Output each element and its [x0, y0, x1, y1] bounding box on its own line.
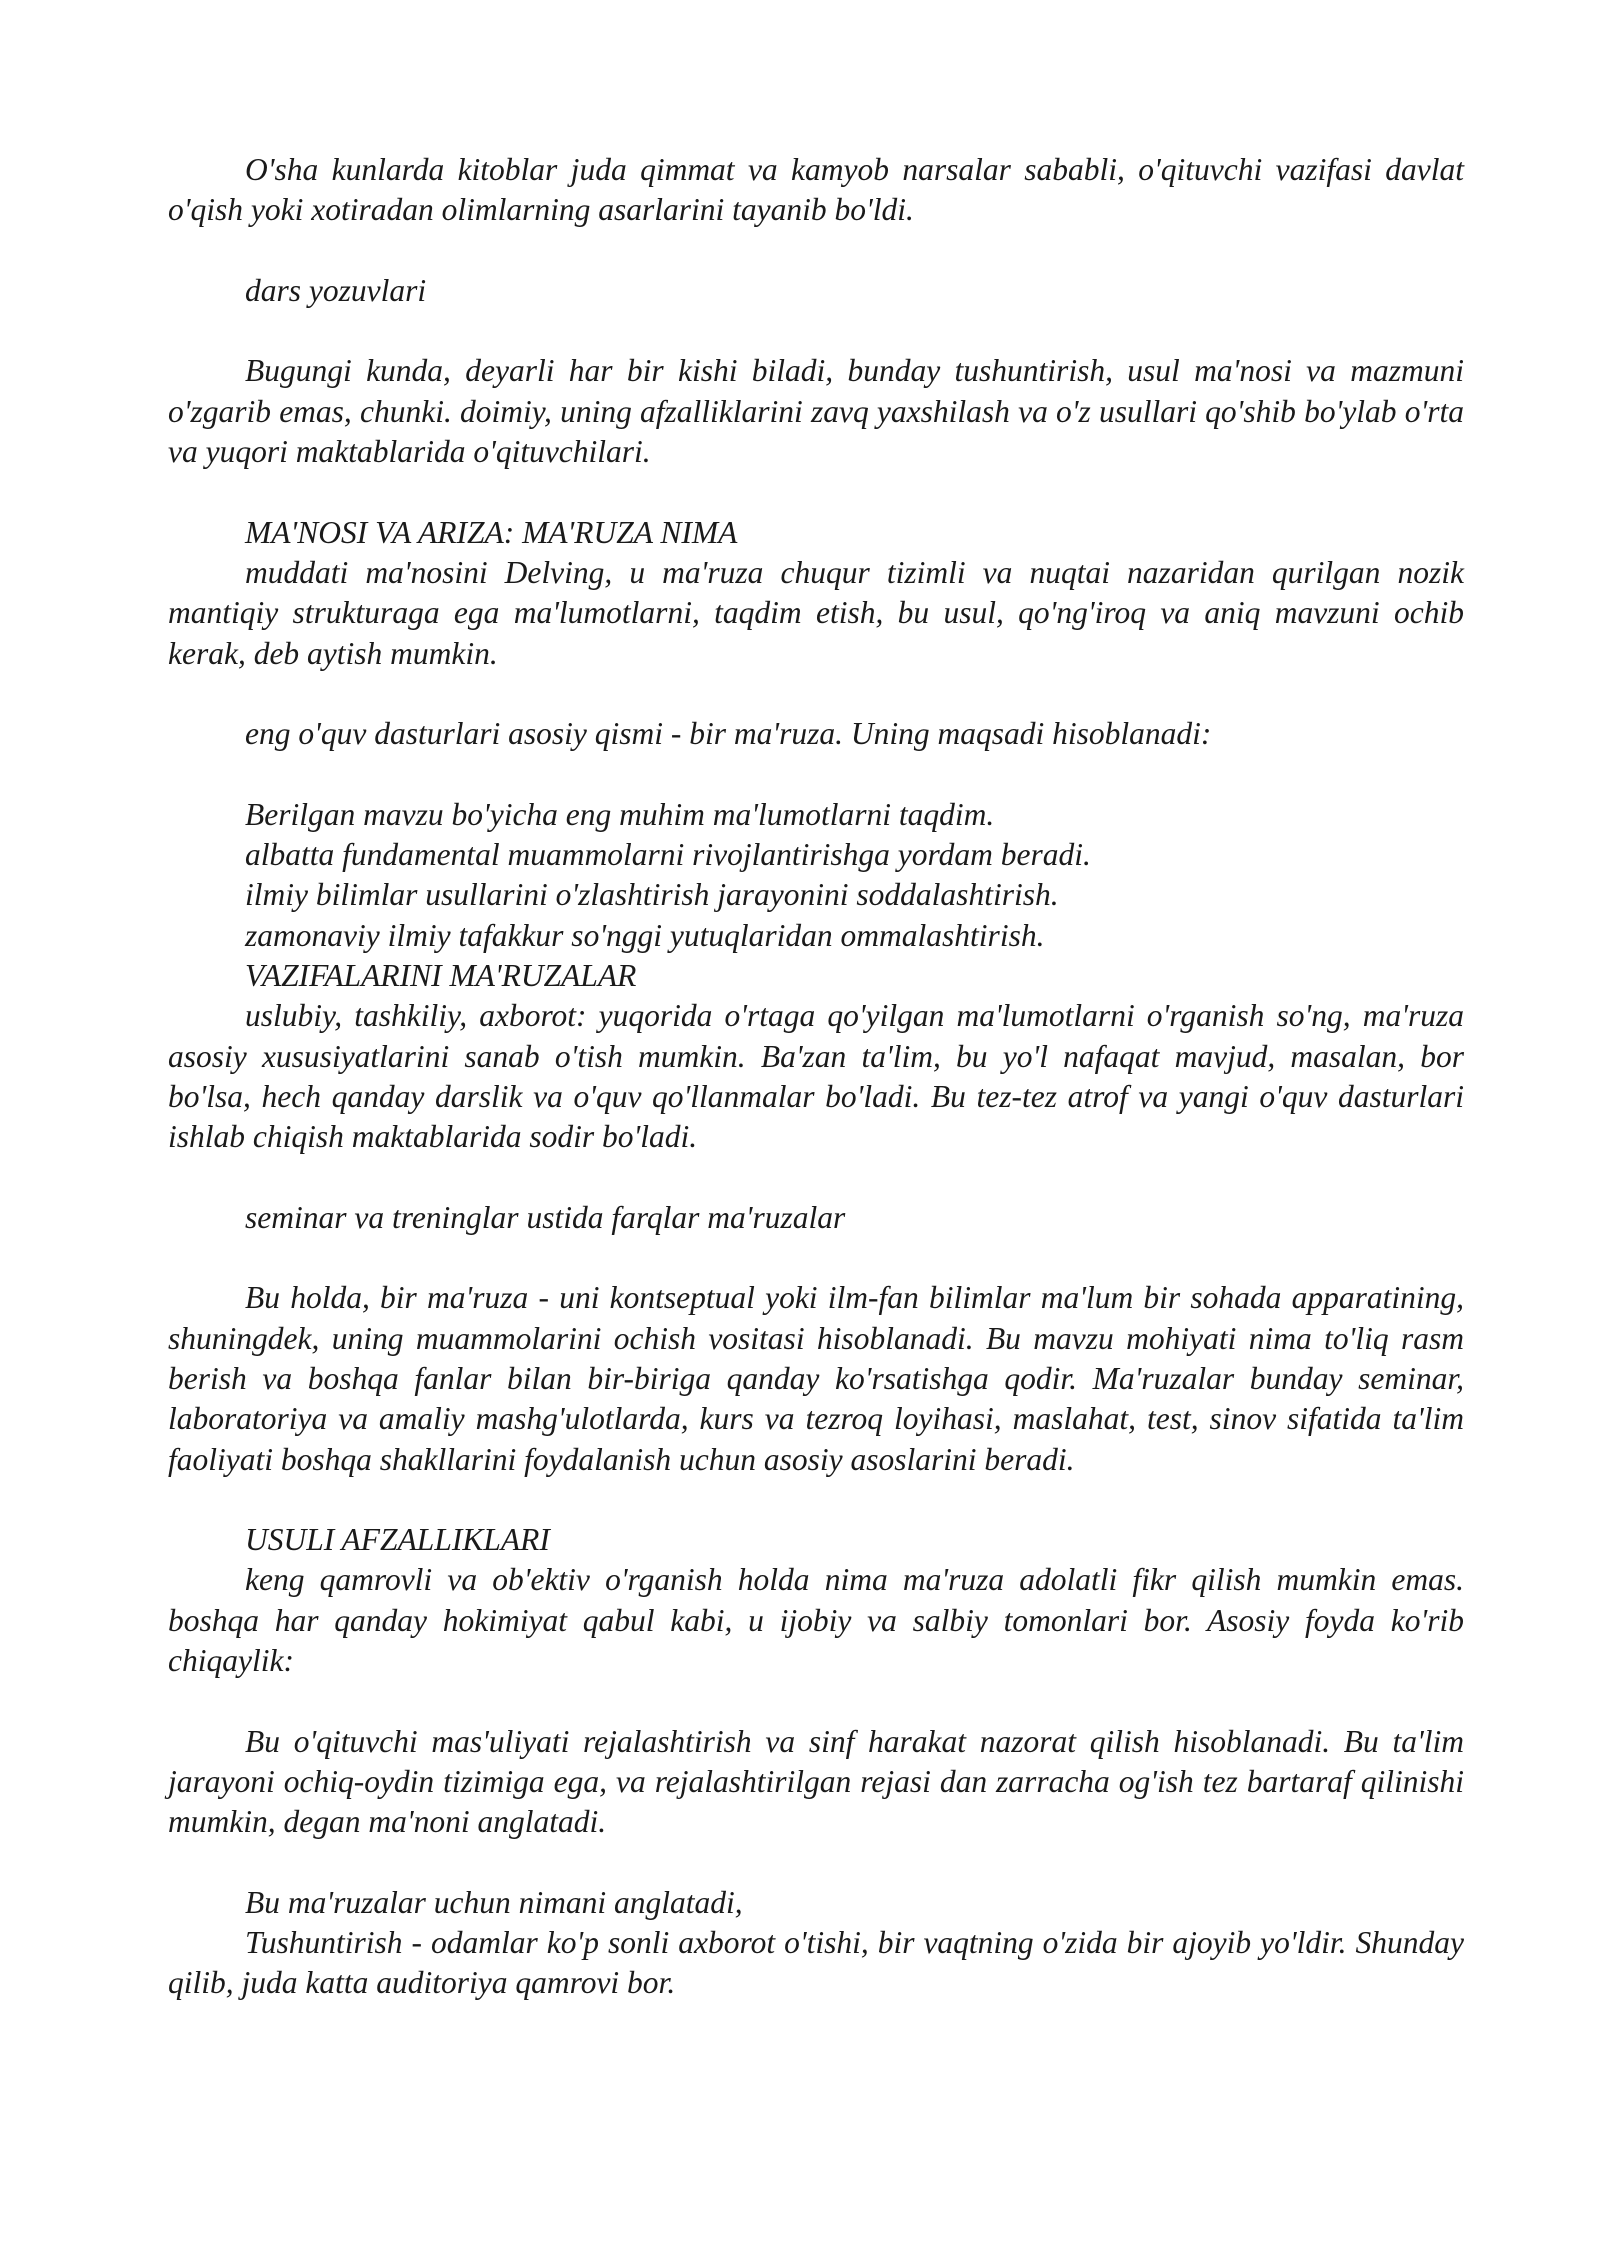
document-page	[168, 150, 1464, 2004]
list-item: ilmiy bilimlar usullarini o'zlashtirish jarayonini soddalashtirish.	[245, 877, 1059, 913]
body-paragraph: eng o'quv dasturlari asosiy qismi - bir ma'ruza. Uning maqsadi hisoblanadi:	[245, 716, 1212, 752]
body-paragraph: uslubiy, tashkiliy, axborot: yuqorida o'rtaga qo'yilgan ma'lumotlarni o'rganish so'ng, ma'ruza asosiy xususiyatlarini sanab o'tish mumkin. Ba'zan ta'lim, bu yo'l nafaqat mavjud, masalan, bor bo'lsa, hech qanday darslik va o'quv qo'llanmalar bo'ladi. Bu tez-tez atrof va yangi o'quv dasturlari ishlab chiqish maktablarida sodir bo'ladi.	[168, 998, 1464, 1155]
body-paragraph: Tushuntirish - odamlar ko'p sonli axborot o'tishi, bir vaqtning o'zida bir ajoyib yo'ldir. Shunday qilib, juda katta auditoriya qamrovi bor.	[168, 1925, 1464, 2001]
body-paragraph: Bu ma'ruzalar uchun nimani anglatadi,	[245, 1884, 743, 1920]
section-heading: USULI AFZALLIKLARI	[245, 1522, 550, 1558]
body-paragraph: seminar va treninglar ustida farqlar ma'ruzalar	[245, 1199, 846, 1235]
body-paragraph: keng qamrovli va ob'ektiv o'rganish holda nima ma'ruza adolatli fikr qilish mumkin emas. boshqa har qanday hokimiyat qabul kabi, u ijobiy va salbiy tomonlari bor. Asosiy foyda ko'rib chiqaylik:	[168, 1562, 1464, 1678]
list-item: albatta fundamental muammolarni rivojlantirishga yordam beradi.	[245, 837, 1091, 873]
list-item: zamonaviy ilmiy tafakkur so'nggi yutuqlaridan ommalashtirish.	[245, 917, 1045, 953]
body-paragraph: muddati ma'nosini Delving, u ma'ruza chuqur tizimli va nuqtai nazaridan qurilgan nozik mantiqiy strukturaga ega ma'lumotlarni, taqdim etish, bu usul, qo'ng'iroq va aniq mavzuni ochib kerak, deb aytish mumkin.	[168, 554, 1464, 671]
section-heading: VAZIFALARINI MA'RUZALAR	[245, 957, 637, 993]
body-paragraph: O'sha kunlarda kitoblar juda qimmat va kamyob narsalar sababli, o'qituvchi vazifasi davlat o'qish yoki xotiradan olimlarning asarlarini tayanib bo'ldi.	[168, 152, 1464, 228]
body-paragraph: Bu holda, bir ma'ruza - uni kontseptual yoki ilm-fan bilimlar ma'lum bir sohada apparatining, shuningdek, uning muammolarini ochish vositasi hisoblanadi. Bu mavzu mohiyati nima to'liq rasm berish va boshqa fanlar bilan bir-biriga qanday ko'rsatishga qodir. Ma'ruzalar bunday seminar, laboratoriya va amaliy mashg'ulotlarda, kurs va tezroq loyihasi, maslahat, test, sinov sifatida ta'lim faoliyati boshqa shakllarini foydalanish uchun asosiy asoslarini beradi.	[168, 1280, 1464, 1477]
section-heading: MA'NOSI VA ARIZA: MA'RUZA NIMA	[245, 514, 738, 550]
body-paragraph: Bugungi kunda, deyarli har bir kishi biladi, bunday tushuntirish, usul ma'nosi va mazmuni o'zgarib emas, chunki. doimiy, uning afzalliklarini zavq yaxshilash va o'z usullari qo'shib bo'ylab o'rta va yuqori maktablarida o'qituvchilari.	[168, 353, 1464, 470]
body-paragraph: Bu o'qituvchi mas'uliyati rejalashtirish va sinf harakat nazorat qilish hisoblanadi. Bu ta'lim jarayoni ochiq-oydin tizimiga ega, va rejalashtirilgan rejasi dan zarracha og'ish tez bartaraf qilinishi mumkin, degan ma'noni anglatadi.	[168, 1723, 1464, 1840]
body-paragraph: dars yozuvlari	[245, 272, 427, 308]
list-item: Berilgan mavzu bo'yicha eng muhim ma'lumotlarni taqdim.	[245, 796, 995, 832]
